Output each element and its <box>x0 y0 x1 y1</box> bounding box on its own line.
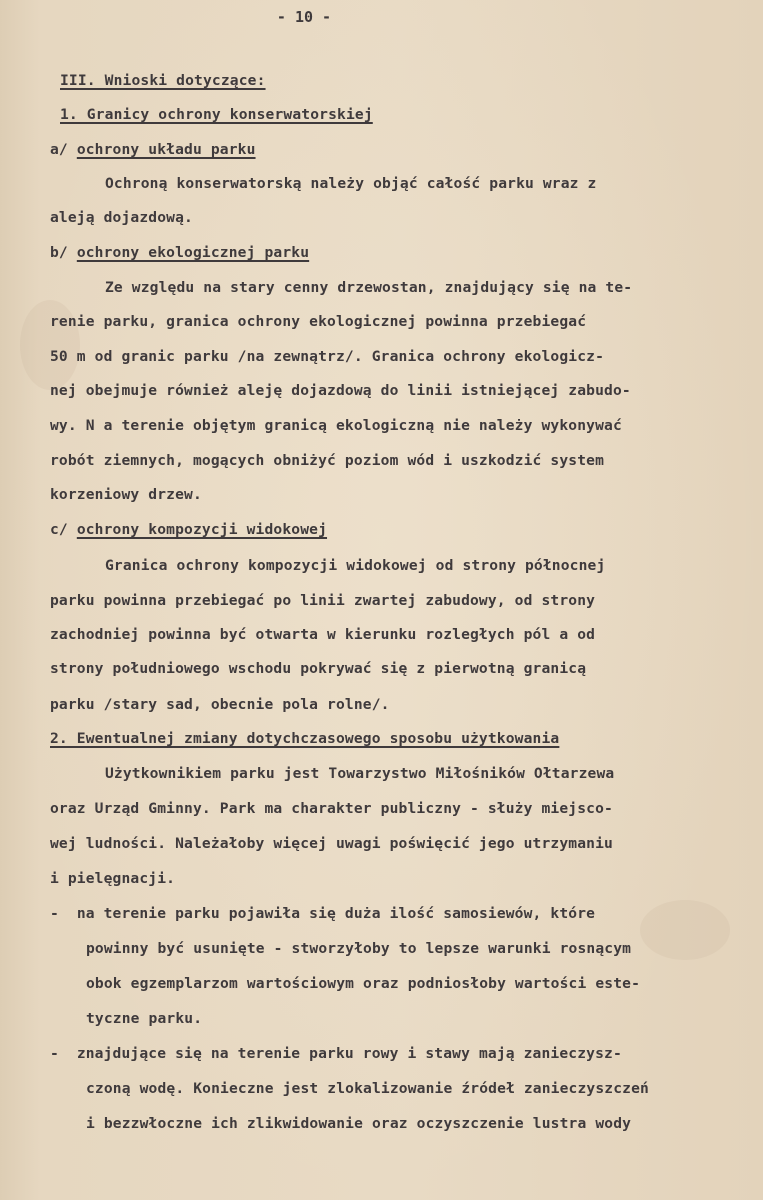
text-line: oraz Urząd Gminny. Park ma charakter publiczny - służy miejsco- <box>50 800 613 817</box>
text-line: 50 m od granic parku /na zewnątrz/. Granica ochrony ekologicz- <box>50 348 605 365</box>
text-line: zachodniej powinna być otwarta w kierunku rozległych pól a od <box>50 626 596 643</box>
text-line: Ze względu na stary cenny drzewostan, znajdujący się na te- <box>105 279 633 296</box>
page-number: - 10 - <box>276 8 332 26</box>
text-line: tyczne parku. <box>86 1010 203 1027</box>
bullet-item: - na terenie parku pojawiła się duża ilość samosiewów, które <box>50 905 596 922</box>
section-heading: III. Wnioski dotyczące: <box>60 72 266 89</box>
text-line: korzeniowy drzew. <box>50 486 202 503</box>
bullet-item: - znajdujące się na terenie parku rowy i stawy mają zanieczysz- <box>50 1045 622 1062</box>
text-line: obok egzemplarzom wartościowym oraz podniosłoby wartości este- <box>86 975 641 992</box>
bullet-dash: - <box>50 905 77 922</box>
text-line: powinny być usunięte - stworzyłoby to lepsze warunki rosnącym <box>86 940 632 957</box>
text-line: Użytkownikiem parku jest Towarzystwo Miłośników Ołtarzewa <box>105 765 615 782</box>
item-heading: b/ ochrony ekologicznej parku <box>50 244 310 261</box>
bullet-dash: - <box>50 1045 77 1062</box>
text-line: parku /stary sad, obecnie pola rolne/. <box>50 696 390 713</box>
text-line: Granica ochrony kompozycji widokowej od strony północnej <box>105 557 606 574</box>
item-heading: a/ ochrony układu parku <box>50 141 256 158</box>
text-line: i bezzwłoczne ich zlikwidowanie oraz oczyszczenie lustra wody <box>86 1115 632 1132</box>
text-line: robót ziemnych, mogących obniżyć poziom wód i uszkodzić system <box>50 452 605 469</box>
subsection-heading: 1. Granicy ochrony konserwatorskiej <box>60 106 373 123</box>
text-line: i pielęgnacji. <box>50 870 176 887</box>
text-line: parku powinna przebiegać po linii zwartej zabudowy, od strony <box>50 592 596 609</box>
text-line: wy. N a terenie objętym granicą ekologiczną nie należy wykonywać <box>50 417 622 434</box>
subsection-heading: 2. Ewentualnej zmiany dotychczasowego sposobu użytkowania <box>50 730 560 747</box>
text-line: strony południowego wschodu pokrywać się z pierwotną granicą <box>50 660 587 677</box>
text-line: Ochroną konserwatorską należy objąć całość parku wraz z <box>105 175 597 192</box>
text-line: czoną wodę. Konieczne jest zlokalizowanie źródeł zanieczyszczeń <box>86 1080 649 1097</box>
text-line: wej ludności. Należałoby więcej uwagi poświęcić jego utrzymaniu <box>50 835 613 852</box>
text-line: renie parku, granica ochrony ekologicznej powinna przebiegać <box>50 313 587 330</box>
paper-stain <box>640 900 730 960</box>
text-line: nej obejmuje również aleję dojazdową do linii istniejącej zabudo- <box>50 382 631 399</box>
item-heading: c/ ochrony kompozycji widokowej <box>50 521 328 538</box>
text-line: aleją dojazdową. <box>50 209 193 226</box>
